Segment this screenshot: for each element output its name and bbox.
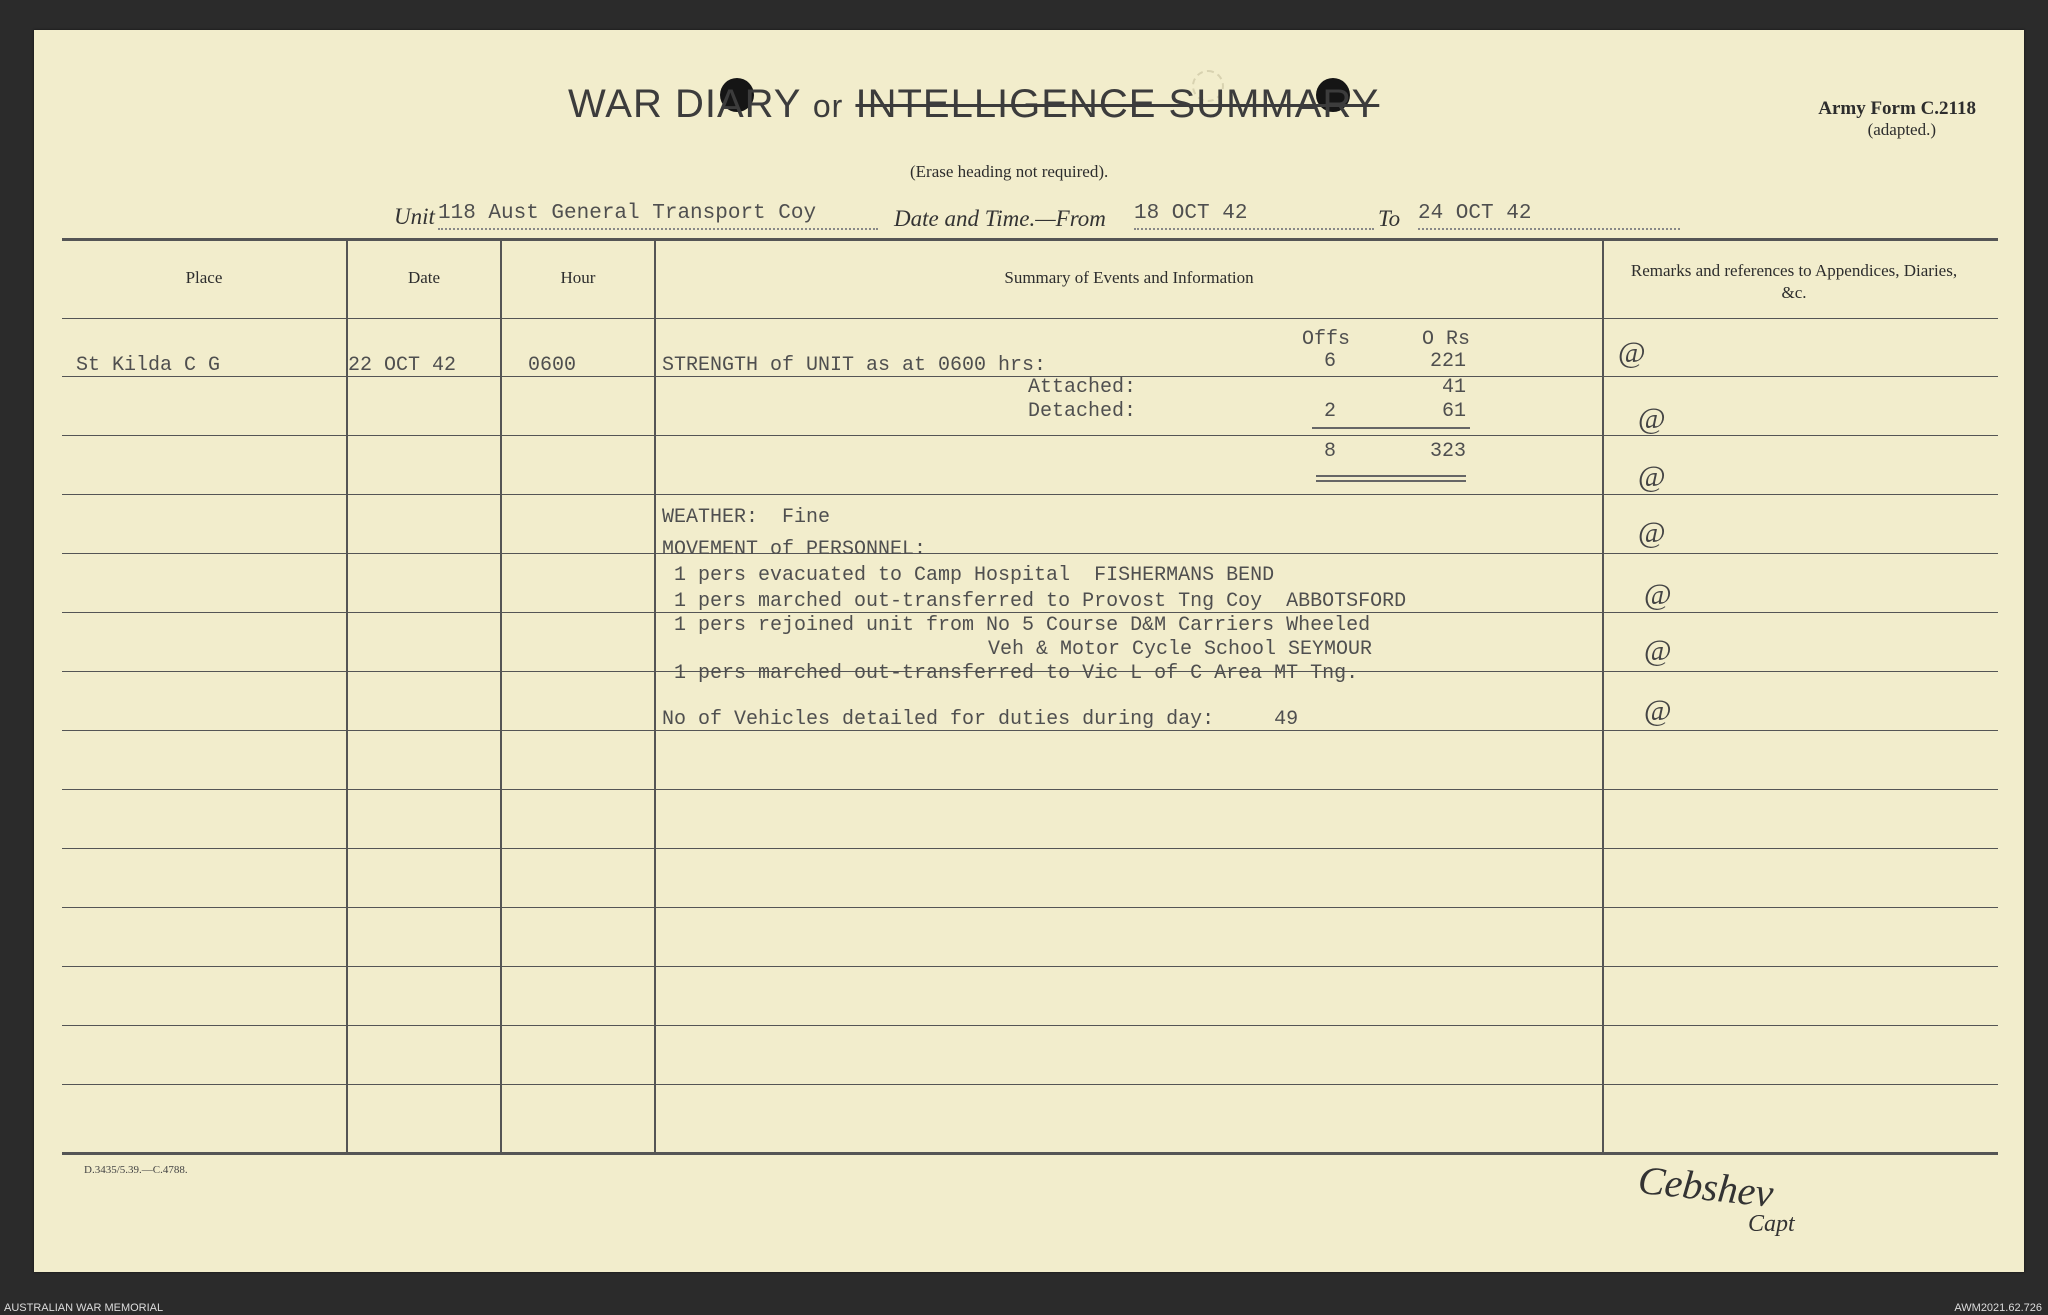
army-form-label: Army Form C.2118	[1818, 98, 1976, 119]
signature-name: Cebshev	[1636, 1156, 1776, 1216]
column-header-remarks: Remarks and references to Appendices, Diaries, &c.	[1630, 261, 1958, 302]
row-line	[62, 1084, 1998, 1085]
title-or: or	[812, 88, 844, 124]
column-header-hour: Hour	[560, 268, 596, 287]
unit-label: Unit	[394, 204, 435, 229]
ors-header: O Rs	[1422, 328, 1471, 351]
row-line	[62, 966, 1998, 967]
row-line	[62, 318, 1998, 319]
total-ors: 323	[1429, 440, 1466, 463]
vehicles-line: No of Vehicles detailed for duties during day: 49	[662, 708, 1299, 731]
footer-archive-name: AUSTRALIAN WAR MEMORIAL	[4, 1302, 164, 1314]
detached-label: Detached:	[1027, 400, 1136, 423]
attached-ors: 41	[1441, 376, 1466, 399]
remark-mark: @	[1618, 336, 1646, 369]
row-line	[62, 435, 1998, 436]
table-top-border	[62, 238, 1998, 241]
entry-hour: 0600	[528, 354, 577, 377]
army-form-number	[1818, 98, 1976, 140]
subtotal-rule	[1312, 427, 1470, 429]
print-code: D.3435/5.39.—C.4788.	[84, 1164, 188, 1176]
remark-mark: @	[1638, 460, 1666, 493]
detached-offs: 2	[1323, 400, 1336, 423]
row-line	[62, 1025, 1998, 1026]
entry-date: 22 OCT 42	[348, 354, 457, 377]
movement-line-3a: 1 pers rejoined unit from No 5 Course D&M Carriers Wheeled	[674, 614, 1371, 637]
table-bottom-border	[62, 1152, 1998, 1155]
remark-mark: @	[1638, 402, 1666, 435]
remark-mark: @	[1644, 578, 1672, 611]
strength-offs: 6	[1323, 350, 1336, 373]
war-diary-sheet	[34, 30, 2024, 1272]
detached-ors: 61	[1441, 400, 1466, 423]
movement-line-2: 1 pers marched out-transferred to Provost Tng Coy ABBOTSFORD	[674, 590, 1407, 613]
weather-line: WEATHER: Fine	[662, 506, 831, 529]
column-header-summary: Summary of Events and Information	[1004, 268, 1254, 287]
unit-value: 118 Aust General Transport Coy	[438, 202, 878, 230]
remark-mark: @	[1644, 634, 1672, 667]
signature-rank: Capt	[1748, 1211, 1795, 1237]
remark-mark: @	[1644, 694, 1672, 727]
title-intelligence-summary: INTELLIGENCE SUMMARY	[855, 82, 1380, 126]
total-offs: 8	[1323, 440, 1336, 463]
row-line	[62, 553, 1998, 554]
form-title	[568, 82, 1379, 127]
row-line	[62, 494, 1998, 495]
movement-heading: MOVEMENT of PERSONNEL:	[662, 538, 927, 561]
column-header-date: Date	[407, 268, 441, 287]
movement-line-3b: Veh & Motor Cycle School SEYMOUR	[988, 638, 1373, 661]
footer-accession-number: AWM2021.62.726	[1954, 1302, 2042, 1314]
unit-line	[394, 200, 1684, 240]
date-time-from-label: Date and Time.—From	[894, 206, 1106, 231]
title-war-diary: WAR DIARY	[568, 82, 801, 126]
strength-heading: STRENGTH of UNIT as at 0600 hrs:	[662, 354, 1047, 377]
movement-line-4: 1 pers marched out-transferred to Vic L of C Area MT Tng.	[674, 662, 1359, 685]
date-to-label: To	[1378, 206, 1401, 231]
army-form-adapted: (adapted.)	[1867, 120, 1936, 139]
total-double-rule-top	[1316, 475, 1466, 477]
erase-note: (Erase heading not required).	[910, 162, 1109, 181]
column-header-place: Place	[185, 268, 223, 287]
date-to-value: 24 OCT 42	[1418, 202, 1680, 230]
total-double-rule-bottom	[1316, 480, 1466, 482]
strength-ors: 221	[1429, 350, 1466, 373]
row-line	[62, 789, 1998, 790]
entry-place: St Kilda C G	[76, 354, 221, 377]
movement-line-1: 1 pers evacuated to Camp Hospital FISHERMANS BEND	[674, 564, 1275, 587]
date-from-value: 18 OCT 42	[1134, 202, 1374, 230]
remark-mark: @	[1638, 516, 1666, 549]
row-line	[62, 907, 1998, 908]
offs-header: Offs	[1302, 328, 1351, 351]
attached-label: Attached:	[1027, 376, 1136, 399]
signature	[1636, 1156, 1795, 1238]
row-line	[62, 848, 1998, 849]
